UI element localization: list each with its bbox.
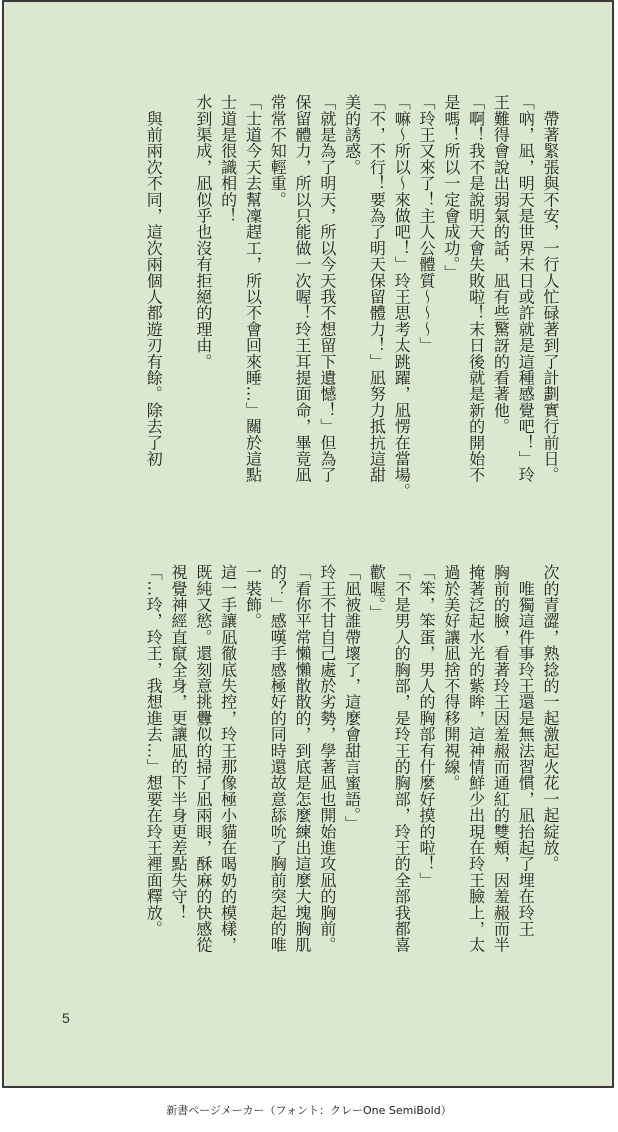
text-column: 「吶，凪，明天是世界末日或許就是這種感覺吧！」玲	[516, 94, 536, 483]
text-column: 王難得會說出弱氣的話，凪有些驚訝的看著他。	[491, 94, 511, 435]
text-column: 「就是為了明天，所以今天我不想留下遺憾！」但為了	[317, 94, 337, 483]
text-column: 這一手讓凪徹底失控，玲王那像極小貓在喝奶的模樣，	[218, 564, 238, 953]
text-column: 胸前的臉，看著玲王因羞赧而通紅的雙頰，因羞赧而半	[491, 564, 511, 953]
text-column: 掩著泛起水光的紫眸，這神情鮮少出現在玲王臉上，太	[466, 564, 486, 953]
text-column: 「不是男人的胸部，是玲王的胸部，玲王的全部我都喜	[392, 564, 412, 953]
generator-caption: 新書ページメーカー（フォント：クレーOne SemiBold）	[166, 1104, 452, 1117]
text-column: 「不，不行！要為了明天保留體力！」凪努力抵抗這甜	[367, 94, 387, 483]
text-column: 「…玲，玲王，我想進去…」想要在玲王裡面釋放。	[144, 564, 164, 937]
text-column: 「嘛～所以～來做吧！」玲王思考太跳躍，凪愣在當場。	[392, 94, 412, 499]
text-column: 歡喔。」	[367, 564, 387, 621]
text-column: 水到渠成，凪似乎也沒有拒絕的理由。	[193, 94, 213, 370]
text-column: 帶著緊張與不安，一行人忙碌著到了計劃實行前日。	[541, 94, 560, 483]
text-column: 玲王不甘自己處於劣勢，學著凪也開始進攻凪的胸前。	[317, 564, 337, 953]
text-column: 的？」感嘆手感極好的同時還故意舔吮了胸前突起的唯	[268, 564, 288, 953]
text-column: 唯獨這件事玲王還是無法習慣，凪抬起了埋在玲王	[516, 564, 536, 937]
text-column: 過於美好讓凪捨不得移開視線。	[441, 564, 461, 791]
text-column: 美的誘惑。	[342, 94, 362, 175]
page-number: 5	[62, 1010, 70, 1026]
top-text-block	[42, 94, 562, 502]
text-column: 「啊！我不是說明天會失敗啦！末日後就是新的開始不	[466, 94, 486, 483]
text-column: 「凪被誰帶壞了，這麼會甜言蜜語。」	[342, 564, 362, 832]
text-column: 既純又慾。還刻意挑釁似的掃了凪兩眼，酥麻的快感從	[193, 564, 213, 953]
text-column: 保留體力，所以只能做一次喔！玲王耳提面命，畢竟凪	[293, 94, 313, 483]
text-column: 「士道今天去幫凜趕工，所以不會回來睡…」關於這點	[243, 94, 263, 483]
text-column: 「玲王又來了！主人公體質～～～」	[417, 94, 437, 354]
book-page	[2, 0, 614, 1088]
text-column: 「看你平常懶懶散散的，到底是怎麼練出這麼大塊胸肌	[293, 564, 313, 953]
bottom-text-block	[42, 564, 562, 974]
text-column	[165, 94, 190, 502]
text-column: 次的青澀，熟捻的一起激起火花一起綻放。	[541, 564, 560, 872]
text-column: 視覺神經直竄全身，更讓凪的下半身更差點失守！	[169, 564, 189, 921]
text-column: 與前兩次不同，這次兩個人都遊刃有餘。除去了初	[144, 94, 164, 467]
text-column: 「笨，笨蛋，男人的胸部有什麼好摸的啦！」	[417, 564, 437, 888]
text-column: 一裝飾。	[243, 564, 263, 629]
text-column: 是嗎！所以一定會成功。」	[441, 94, 461, 281]
text-column: 常常不知輕重。	[268, 94, 288, 208]
text-column: 士道是很識相的！	[218, 94, 238, 224]
